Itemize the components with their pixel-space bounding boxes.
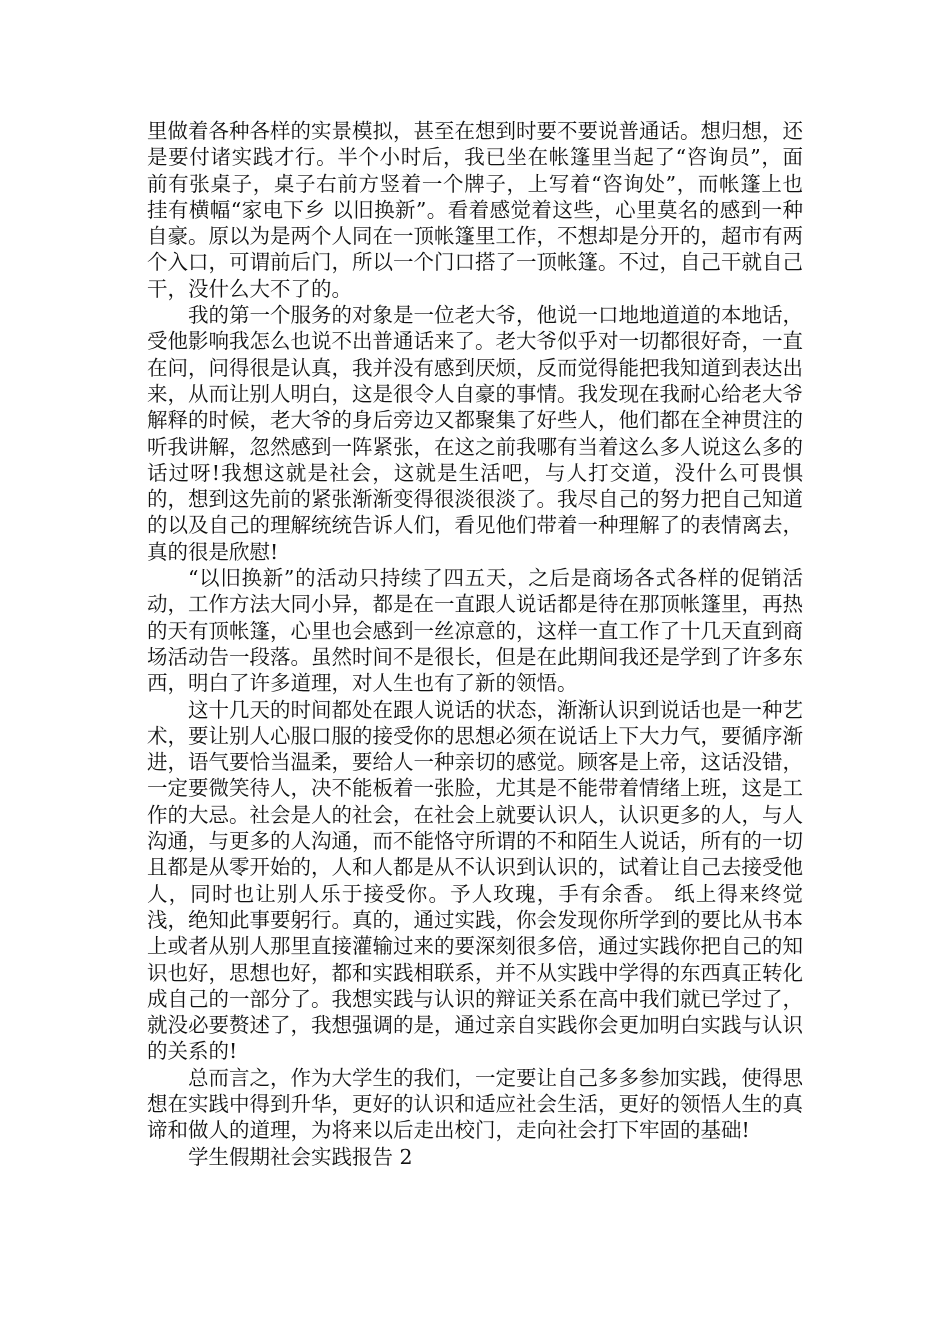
paragraph-3: “以旧换新”的活动只持续了四五天，之后是商场各式各样的促销活动，工作方法大同小异，都是在一直跟人说话都是待在那顶帐篷里，再热的天有顶帐篷，心里也会感到一丝凉意的，这样一直工作了十几天直到商场活动告一段落。虽然时间不是很长，但是在此期间我还是学到了许多东西，明白了许多道理，对人生也有了新的领悟。 [147,566,803,696]
paragraph-5: 总而言之，作为大学生的我们，一定要让自己多多参加实践，使得思想在实践中得到升华，更好的认识和适应社会生活，更好的领悟人生的真谛和做人的道理，为将来以后走出校门，走向社会打下牢固的基础! [147,1065,803,1143]
section-heading: 学生假期社会实践报告 2 [188,1144,413,1169]
paragraph-1: 里做着各种各样的实景模拟，甚至在想到时要不要说普通话。想归想，还是要付诸实践才行。半个小时后，我已坐在帐篷里当起了“咨询员”，面前有张桌子，桌子右前方竖着一个牌子，上写着“咨询处”，而帐篷上也挂有横幅“家电下乡 以旧换新”。看着感觉着这些，心里莫名的感到一种自豪。原以为是两个人同在一顶帐篷里工作，不想却是分开的，超市有两个入口，可谓前后门，所以一个门口搭了一顶帐篷。不过，自己干就自己干，没什么大不了的。 [147,119,803,301]
document-body [147,118,803,1170]
paragraph-2: 我的第一个服务的对象是一位老大爷，他说一口地地道道的本地话，受他影响我怎么也说不出普通话来了。老大爷似乎对一切都很好奇，一直在问，问得很是认真，我并没有感到厌烦，反而觉得能把我知道到表达出来，从而让别人明白，这是很令人自豪的事情。我发现在我耐心给老大爷解释的时候，老大爷的身后旁边又都聚集了好些人，他们都在全神贯注的听我讲解，忽然感到一阵紧张，在这之前我哪有当着这么多人说这么多的话过呀!我想这就是社会，这就是生活吧，与人打交道，没什么可畏惧的，想到这先前的紧张渐渐变得很淡很淡了。我尽自己的努力把自己知道的以及自己的理解统统告诉人们，看见他们带着一种理解了的表情离去，真的很是欣慰! [147,303,803,564]
paragraph-4: 这十几天的时间都处在跟人说话的状态，渐渐认识到说话也是一种艺术，要让别人心服口服的接受你的思想必须在说话上下大力气，要循序渐进，语气要恰当温柔，要给人一种亲切的感觉。顾客是上帝，这话没错，一定要微笑待人，决不能板着一张脸，尤其是不能带着情绪上班，这是工作的大忌。社会是人的社会，在社会上就要认识人，认识更多的人，与人沟通，与更多的人沟通，而不能恪守所谓的不和陌生人说话，所有的一切且都是从零开始的，人和人都是从不认识到认识的，试着让自己去接受他人，同时也让别人乐于接受你。予人玫瑰，手有余香。 纸上得来终觉浅，绝知此事要躬行。真的，通过实践，你会发现你所学到的要比从书本上或者从别人那里直接灌输过来的要深刻很多倍，通过实践你把自己的知识也好，思想也好，都和实践相联系，并不从实践中学得的东西真正转化成自己的一部分了。我想实践与认识的辩证关系在高中我们就已学过了，就没必要赘述了，我想强调的是，通过亲自实践你会更加明白实践与认识的关系的! [147,697,803,1064]
